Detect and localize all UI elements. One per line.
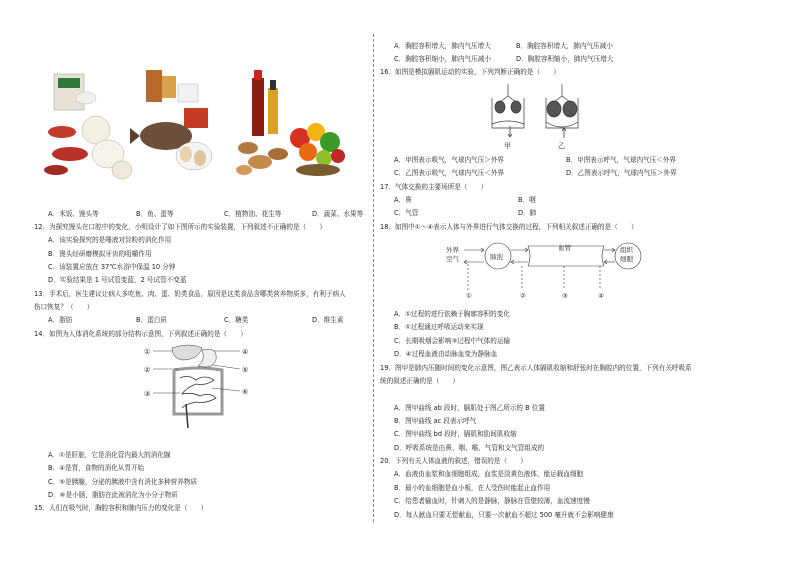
q11-option-c[interactable]: C．植物油、花生等 — [224, 210, 282, 218]
q16-stem: 16．如图是模拟膈肌运动的实验，下列判断正确的是（ ） — [380, 68, 560, 76]
label-step-4: ④ — [598, 292, 604, 300]
q13-stem-line2: 伤口恢复？（ ） — [34, 303, 94, 311]
q20-option-b[interactable]: B．最小的血细胞是血小板，在人受伤时能起止血作用 — [394, 484, 551, 492]
label-air: 空气 — [446, 255, 459, 263]
q18-option-b[interactable]: B．①过程通过呼吸运动来实现 — [394, 323, 484, 331]
label-step-1: ① — [466, 292, 472, 300]
q11-options — [48, 210, 400, 218]
q11-option-b[interactable]: B．鱼、蛋等 — [136, 210, 174, 218]
q20-stem: 20．下列有关人体血液的叙述，错误的是（ ） — [380, 457, 527, 465]
food-images — [34, 58, 354, 204]
diagram-label-2: ② — [144, 366, 151, 374]
label-vessel: 血管 — [558, 244, 571, 252]
q12-option-c[interactable]: C．该装置应放在 37℃水浴中保温 10 分钟 — [48, 263, 176, 271]
label-outside: 外界 — [446, 246, 459, 254]
diagram-label-4: ④ — [242, 348, 249, 356]
fig-label-yi: 乙 — [558, 142, 565, 150]
food-illustration — [34, 58, 354, 204]
diagram-label-3: ③ — [144, 390, 151, 398]
label-alveoli: 肺泡 — [490, 253, 503, 261]
q16-option-c[interactable]: C．乙图表示吸气，气球内气压＜外界 — [394, 169, 505, 177]
q15-options-row2 — [394, 55, 616, 63]
q17-option-d[interactable]: D．肺 — [518, 209, 537, 217]
q20-option-c[interactable]: C．给患者输血时，针刺入的是静脉，静脉在管壁较薄，血流速度慢 — [394, 497, 590, 505]
q11-option-a[interactable]: A．米饭、馒头等 — [48, 210, 99, 218]
q14-option-a[interactable]: A．①是肝脏，它是消化管内最大的消化腺 — [48, 451, 171, 459]
q14-option-d[interactable]: D．⑥是小肠，脂肪在此被消化为小分子物质 — [48, 491, 178, 499]
q18-stem: 18．如图中①～④表示人体与外界进行气体交换的过程，下列相关叙述正确的是（ ） — [380, 223, 638, 231]
diaphragm-model-diagram — [484, 80, 594, 150]
q13-option-a[interactable]: A．脂肪 — [48, 316, 73, 324]
fig-label-jia: 甲 — [504, 142, 511, 150]
label-tissue: 组织 — [620, 246, 633, 254]
label-cell: 细胞 — [620, 255, 633, 263]
q11-option-d[interactable]: D．蔬菜、水果等 — [312, 210, 364, 218]
q17-option-c[interactable]: C．气管 — [394, 209, 419, 217]
q19-option-d[interactable]: D．呼吸系统是由鼻、咽、喉、气管和支气管组成的 — [394, 444, 545, 452]
q15-option-b[interactable]: B．胸腔容积增大，肺内气压减小 — [516, 42, 613, 50]
fish-egg-image — [130, 70, 212, 170]
q18-option-d[interactable]: D．④过程血液由动脉血变为静脉血 — [394, 350, 498, 358]
q15-option-a[interactable]: A．胸腔容积增大，肺内气压增大 — [394, 42, 491, 50]
q17-option-a[interactable]: A．鼻 — [394, 196, 412, 204]
q16-option-b[interactable]: B．甲图表示呼气，气球内气压＜外界 — [566, 156, 677, 164]
q14-option-c[interactable]: C．⑤是胰腺，分泌的胰液中含有消化多种营养物质 — [48, 478, 197, 486]
diagram-label-6: ⑥ — [242, 388, 249, 396]
q19-stem-line1: 19．图甲是肺内压随时间的变化示意图，图乙表示人体膈肌收缩和舒张时在胸腔内的位置，下列有关呼吸系 — [380, 364, 692, 372]
q16-option-d[interactable]: D．乙图表示呼气，气球内气压＞外界 — [566, 169, 677, 177]
q15-option-c[interactable]: C．胸腔容积缩小，肺内气压减小 — [394, 55, 491, 63]
q13-options — [48, 316, 400, 324]
q17-option-b[interactable]: B．咽 — [518, 196, 536, 204]
diagram-label-5: ⑤ — [242, 366, 249, 374]
q18-option-c[interactable]: C．长期吸烟会影响③过程中气体的运输 — [394, 337, 511, 345]
vegetable-fruit-image — [290, 123, 345, 176]
oil-peanut-image — [236, 70, 288, 175]
q19-option-c[interactable]: C．图甲曲线 bd 段时，膈肌和肋间肌收缩 — [394, 430, 517, 438]
q15-stem: 15．人们在吸气时，胸腔容积和肺内压力的变化是（ ） — [34, 504, 208, 512]
q12-option-d[interactable]: D．实验结果是 1 号试管变蓝，2 号试管不变蓝 — [48, 276, 187, 284]
q14-stem: 14．如图为人体消化系统的部分结构示意图，下列叙述正确的是（ ） — [34, 330, 247, 338]
q12-option-b[interactable]: B．馒头经研磨模拟牙齿的咀嚼作用 — [48, 250, 152, 258]
q20-option-d[interactable]: D．每人献血只要无偿献血，只要一次献血不超过 500 毫升就不会影响健康 — [394, 511, 614, 519]
label-step-3: ③ — [562, 292, 568, 300]
digestive-system-diagram — [140, 342, 260, 434]
diagram-label-1: ① — [144, 348, 151, 356]
q19-option-a[interactable]: A．图甲曲线 ab 段时，膈肌处于图乙所示的 B 位置 — [394, 404, 545, 412]
q12-stem: 12．为探究馒头在口腔中的变化，小明设计了如下图所示的实验装置，下列叙述不正确的是（ ） — [34, 223, 326, 231]
q15-options-row1 — [394, 42, 616, 50]
q12-option-a[interactable]: A．该实验探究的是唾液对淀粉的消化作用 — [48, 236, 172, 244]
label-step-2: ② — [520, 292, 526, 300]
gas-exchange-diagram — [444, 236, 644, 302]
q18-option-a[interactable]: A．①过程的进行依赖于胸廓容积的变化 — [394, 310, 510, 318]
q13-option-d[interactable]: D．维生素 — [312, 316, 344, 324]
staple-food-image — [44, 74, 132, 179]
column-divider — [373, 34, 374, 522]
q13-stem-line1: 13．手术后，医生建议让病人多吃鱼、肉、蛋、奶类食品，原因是这类食品含哪类营养物质多，有利于病人 — [34, 290, 346, 298]
q16-option-a[interactable]: A．甲图表示吸气，气球内气压＞外界 — [394, 156, 505, 164]
q17-stem: 17．气体交换的主要场所是（ ） — [380, 183, 488, 191]
q20-option-a[interactable]: A．血液由血浆和血细胞组成，血浆是淡黄色液体，能运载血细胞 — [394, 470, 584, 478]
q13-option-b[interactable]: B．蛋白质 — [136, 316, 167, 324]
q19-stem-line2: 统的叙述正确的是（ ） — [380, 377, 460, 385]
q19-option-b[interactable]: B．图甲曲线 ac 段表示呼气 — [394, 417, 477, 425]
q13-option-c[interactable]: C．糖类 — [224, 316, 249, 324]
q15-option-d[interactable]: D．胸腔容积缩小，肺内气压增大 — [516, 55, 614, 63]
q14-option-b[interactable]: B．④是胃，食物的消化从胃开始 — [48, 464, 145, 472]
